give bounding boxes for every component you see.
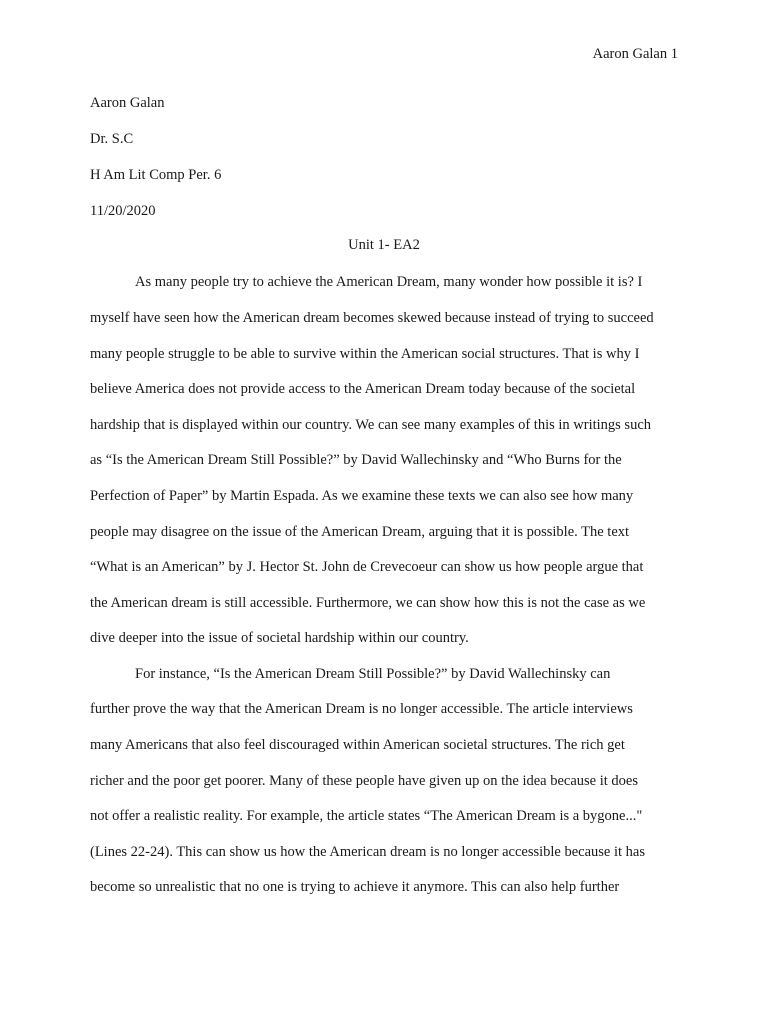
paragraph-2-line: become so unrealistic that no one is trying to achieve it anymore. This can also help further [90,879,620,895]
paragraph-1-line: many people struggle to be able to survive within the American social structures. That is why I [90,346,640,362]
paragraph-1-line: people may disagree on the issue of the American Dream, arguing that it is possible. The text [90,524,630,540]
paragraph-2-line: not offer a realistic reality. For example, the article states “The American Dream is a bygone..." [90,808,643,824]
instructor-name: Dr. S.C [90,131,134,147]
paragraph-2-line: (Lines 22-24). This can show us how the American dream is no longer accessible because it has [90,844,646,860]
running-header: Aaron Galan 1 [592,46,678,62]
paragraph-2-line: many Americans that also feel discouraged within American societal structures. The rich get [90,737,625,753]
author-name: Aaron Galan [90,95,165,111]
course-name: H Am Lit Comp Per. 6 [90,167,222,183]
submission-date: 11/20/2020 [90,203,156,219]
paragraph-2-line: For instance, “Is the American Dream Still Possible?” by David Wallechinsky can [135,666,611,682]
paragraph-1-line: Perfection of Paper” by Martin Espada. As we examine these texts we can also see how many [90,488,634,504]
essay-title: Unit 1- EA2 [348,237,420,253]
paragraph-1-line: myself have seen how the American dream becomes skewed because instead of trying to succeed [90,310,654,326]
mla-heading [90,93,221,237]
paragraph-1-line: As many people try to achieve the American Dream, many wonder how possible it is? I [135,274,643,290]
paragraph-1-line: “What is an American” by J. Hector St. John de Crevecoeur can show us how people argue that [90,559,644,575]
paragraph-1-line: the American dream is still accessible. Furthermore, we can show how this is not the case as we [90,595,646,611]
paragraph-2-line: richer and the poor get poorer. Many of these people have given up on the idea because it does [90,773,638,789]
paragraph-1-line: hardship that is displayed within our country. We can see many examples of this in writings such [90,417,652,433]
paragraph-2-line: further prove the way that the American Dream is no longer accessible. The article interviews [90,701,633,717]
paragraph-1-line: believe America does not provide access to the American Dream today because of the societal [90,381,636,397]
paragraph-1-line: as “Is the American Dream Still Possible?” by David Wallechinsky and “Who Burns for the [90,452,622,468]
paragraph-1-line: dive deeper into the issue of societal hardship within our country. [90,630,469,646]
